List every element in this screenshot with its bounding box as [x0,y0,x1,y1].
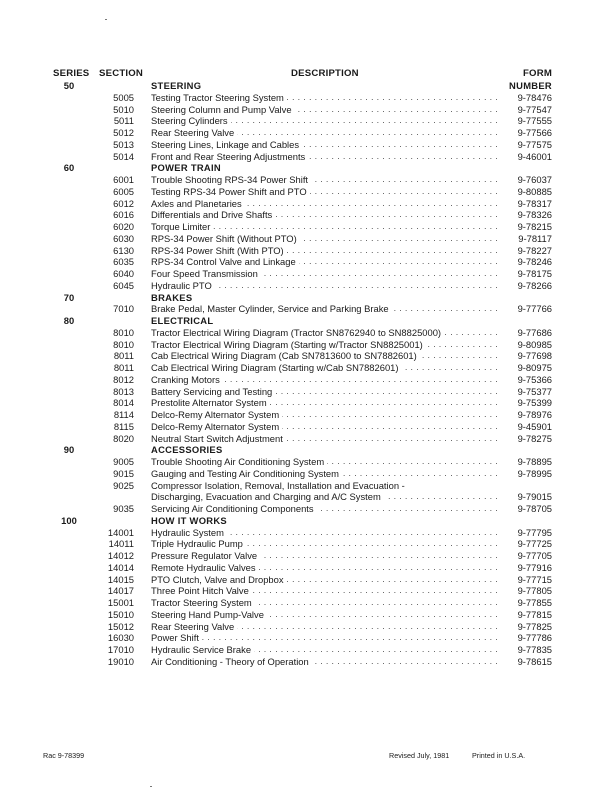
group-row [0,162,612,174]
header-section: SECTION [99,68,144,79]
scan-speck [150,786,152,787]
table-row [0,186,612,198]
form-number: 9-78326 [517,209,552,221]
header-form: FORM [523,68,553,79]
form-number: 9-75399 [517,397,552,409]
table-row [0,491,612,503]
description-text: Testing Tractor Steering System [151,92,287,103]
form-number: 9-78275 [517,432,552,444]
description-cell [151,280,501,292]
description-cell [151,303,501,315]
description-text: Delco-Remy Alternator System [151,409,282,420]
description-cell [151,585,501,597]
section-number: 16030 [107,632,134,644]
description-cell [151,186,501,198]
section-number: 6030 [113,232,134,244]
description-text: Testing RPS-34 Power Shift and PTO [151,186,310,197]
form-number: 9-75377 [517,385,552,397]
table-row [0,268,612,280]
form-number: 9-78246 [517,256,552,268]
description-text: Gauging and Testing Air Conditioning System [151,468,342,479]
section-number: 5010 [113,103,134,115]
description-text: Trouble Shooting Air Conditioning System [151,456,327,467]
section-number: 14011 [108,538,134,550]
form-number: 9-78476 [517,91,552,103]
description-cell [151,115,501,127]
table-row [0,350,612,362]
description-text: Triple Hydraulic Pump [151,538,246,549]
table-row [0,209,612,221]
description-cell [151,597,501,609]
description-cell [151,104,501,116]
table-row [0,174,612,186]
table-row [0,621,612,633]
section-number: 5013 [113,138,134,150]
description-text: PTO Clutch, Valve and Dropbox [151,574,287,585]
section-number: 6001 [113,174,134,185]
description-cell [151,245,501,257]
group-row [0,80,612,92]
section-number: 9005 [113,456,134,467]
table-row [0,151,612,163]
section-number: 8010 [113,338,134,350]
form-number: 9-80975 [517,362,552,373]
description-text: Delco-Remy Alternator System [151,421,282,432]
group-title: STEERING [151,80,202,91]
description-text: Power Shift [151,632,202,643]
description-text: Brake Pedal, Master Cylinder, Service and Parking Brake [151,303,392,314]
section-number: 6020 [113,221,134,232]
form-number: 9-77566 [517,127,552,138]
description-text: Pressure Regulator Valve [151,550,260,561]
description-text: Discharging, Evacuation and Charging and A/C System [151,491,384,502]
description-cell [151,374,501,386]
section-number: 6016 [113,209,134,221]
section-number: 17010 [107,644,134,655]
table-row [0,339,612,351]
form-number: 9-78117 [518,232,552,244]
section-number: 8011 [113,350,134,362]
section-number: 6040 [113,268,134,279]
description-text: Four Speed Transmission [151,268,261,279]
section-number: 14012 [107,550,134,561]
section-number: 14014 [107,561,134,573]
description-cell [151,397,501,409]
description-text: Axles and Planetaries [151,198,245,209]
group-row [0,515,612,527]
index-table [0,80,612,668]
description-cell [151,127,501,139]
description-text: Steering Column and Pump Valve [151,104,295,115]
form-number: 9-77805 [517,585,552,597]
section-number: 15001 [107,597,134,608]
table-row [0,468,612,480]
group-title: BRAKES [151,291,193,303]
description-text: Tractor Steering System [151,597,255,608]
section-number: 15012 [107,620,134,632]
table-row [0,632,612,644]
form-number: 9-77725 [517,538,552,550]
section-number: 19010 [107,655,134,667]
description-text: RPS-34 Power Shift (Without PTO) [151,233,300,244]
table-row [0,550,612,562]
description-text: Air Conditioning - Theory of Operation [151,656,312,667]
description-text: Hydraulic Service Brake [151,644,254,655]
group-row [0,292,612,304]
description-cell [151,503,501,515]
section-number: 5012 [113,127,134,138]
description-cell [151,350,501,362]
description-text: Steering Hand Pump-Valve [151,609,267,620]
table-row [0,92,612,104]
description-cell [151,339,501,351]
section-number: 14017 [107,585,134,597]
form-number: 9-77715 [517,573,552,585]
section-number: 6045 [113,279,134,291]
description-cell [151,386,501,398]
scan-speck [105,19,107,20]
form-number: 9-77686 [517,326,552,338]
table-row [0,409,612,421]
form-number: 9-77835 [517,644,552,655]
description-cell [151,480,501,492]
description-text: Rear Steering Valve [151,127,237,138]
section-number: 8012 [113,373,134,385]
series-number: 90 [63,444,75,456]
form-number: 9-77855 [517,597,552,608]
description-cell [151,621,501,633]
description-cell [151,574,501,586]
table-row [0,104,612,116]
description-text: RPS-34 Power Shift (With PTO) [151,245,287,256]
description-text: Hydraulic PTO [151,280,215,291]
group-title: HOW IT WORKS [151,514,227,526]
table-row [0,538,612,550]
form-number: 9-45901 [517,420,552,432]
description-cell [151,468,501,480]
table-row [0,480,612,492]
description-text: RPS-34 Control Valve and Linkage [151,256,299,267]
form-number: 9-77815 [517,608,552,620]
section-number: 9015 [113,467,134,479]
form-number: 9-78266 [517,279,552,291]
section-number: 6130 [113,244,134,256]
description-cell [151,609,501,621]
form-number: 9-77705 [517,550,552,561]
description-text: Steering Lines, Linkage and Cables [151,139,302,150]
table-row [0,221,612,233]
series-number: 60 [63,162,75,174]
table-row [0,127,612,139]
description-cell [151,550,501,562]
form-number: 9-78615 [517,655,552,667]
form-number: 9-78995 [517,467,552,479]
section-number: 14001 [107,526,134,538]
table-row [0,245,612,257]
description-cell [151,644,501,656]
footer-form-ref: Rac 9-78399 [43,751,85,760]
description-cell [151,92,501,104]
description-cell [151,456,501,468]
description-cell [151,421,501,433]
description-text: Hydraulic System [151,527,227,538]
footer-printed: Printed in U.S.A. [472,751,526,760]
table-row [0,327,612,339]
table-row [0,585,612,597]
table-row [0,256,612,268]
section-number: 6005 [113,185,134,197]
form-number: 9-77575 [517,138,552,150]
section-number: 8115 [113,420,134,432]
description-cell [151,139,501,151]
table-row [0,609,612,621]
table-row [0,374,612,386]
description-text: Three Point Hitch Valve [151,585,252,596]
series-number: 100 [61,514,77,526]
description-cell [151,268,501,280]
description-cell [151,433,501,445]
description-cell [151,174,501,186]
description-cell [151,256,501,268]
section-number: 14015 [107,573,134,585]
table-row [0,656,612,668]
description-text: Battery Servicing and Testing [151,386,275,397]
table-row [0,503,612,515]
section-number: 5014 [113,150,134,162]
description-cell [151,527,501,539]
form-number: 9-46001 [517,150,552,162]
form-number: 9-78976 [517,409,552,420]
description-text: Tractor Electrical Wiring Diagram (Starting w/Tractor SN8825001) [151,339,426,350]
description-cell [151,362,501,374]
section-number: 8010 [113,326,134,338]
table-row [0,527,612,539]
section-number: 6035 [113,256,134,268]
description-cell [151,198,501,210]
description-cell [151,632,501,644]
group-row [0,444,612,456]
form-number: 9-77555 [517,115,552,127]
table-row [0,280,612,292]
group-title: POWER TRAIN [151,162,221,174]
description-text: Cab Electrical Wiring Diagram (Cab SN7813600 to SN7882601) [151,350,420,361]
form-number: 9-75366 [517,373,552,385]
description-text: Steering Cylinders [151,115,231,126]
form-number: 9-77916 [517,561,552,573]
description-text: Cranking Motors [151,374,223,385]
form-number: 9-78705 [517,503,552,514]
description-cell [151,221,501,233]
description-cell [151,409,501,421]
section-number: 8013 [113,385,134,397]
form-number: 9-77795 [517,526,552,538]
description-text: Trouble Shooting RPS-34 Power Shift [151,174,311,185]
description-text: Prestolite Alternator System [151,397,270,408]
section-number: 9025 [113,479,134,491]
header-description: DESCRIPTION [291,68,359,79]
section-number: 5005 [113,91,134,103]
description-text: Remote Hydraulic Valves [151,562,259,573]
description-text: Cab Electrical Wiring Diagram (Starting w/Cab SN7882601) [151,362,402,373]
form-number: 9-78895 [517,456,552,467]
group-title: ACCESSORIES [151,444,223,456]
form-number: 9-76037 [517,174,552,185]
table-row [0,562,612,574]
description-text: Compressor Isolation, Removal, Installation and Evacuation - [151,480,408,491]
table-row [0,397,612,409]
table-row [0,233,612,245]
form-number: 9-77766 [517,303,552,315]
form-number: 9-79015 [517,491,552,503]
form-number: 9-77698 [517,350,552,362]
form-number: 9-77825 [517,620,552,632]
header-series: SERIES [53,68,90,79]
section-number: 8014 [113,397,134,409]
description-text: Front and Rear Steering Adjustments [151,151,308,162]
table-row [0,139,612,151]
table-row [0,456,612,468]
section-number: 15010 [107,608,134,620]
description-text: Rear Steering Valve [151,621,237,632]
form-number: 9-80985 [517,338,552,350]
table-row [0,198,612,210]
table-row [0,644,612,656]
form-number: 9-80885 [517,185,552,197]
description-text: Servicing Air Conditioning Components [151,503,317,514]
group-row [0,315,612,327]
section-number: 6012 [113,197,134,209]
description-cell [151,491,501,503]
table-row [0,115,612,127]
header-number: NUMBER [509,80,552,91]
section-number: 8011 [113,362,134,373]
form-number: 9-78317 [517,197,552,209]
section-number: 8114 [113,409,134,420]
description-cell [151,209,501,221]
group-title: ELECTRICAL [151,315,214,326]
section-number: 7010 [113,303,134,315]
description-text: Tractor Electrical Wiring Diagram (Tractor SN8762940 to SN8825000) [151,327,444,338]
section-number: 5011 [113,115,134,127]
form-number: 9-78175 [517,268,552,279]
footer-revised: Revised July, 1981 [389,751,450,760]
section-number: 8020 [113,432,134,444]
description-text: Neutral Start Switch Adjustment [151,433,286,444]
description-text: Differentials and Drive Shafts [151,209,275,220]
description-cell [151,656,501,668]
form-number: 9-78227 [517,244,552,256]
table-row [0,386,612,398]
table-row [0,303,612,315]
description-cell [151,562,501,574]
description-cell [151,327,501,339]
section-number: 9035 [113,503,134,514]
series-number: 70 [63,291,75,303]
description-cell [151,151,501,163]
series-number: 80 [63,315,75,326]
description-text: Torque Limiter [151,221,213,232]
description-cell [151,538,501,550]
table-row [0,421,612,433]
table-row [0,574,612,586]
form-number: 9-78215 [517,221,552,232]
table-row [0,433,612,445]
form-number: 9-77547 [517,103,552,115]
table-row [0,597,612,609]
table-row [0,362,612,374]
series-number: 50 [63,80,75,91]
description-cell [151,233,501,245]
form-number: 9-77786 [517,632,552,644]
